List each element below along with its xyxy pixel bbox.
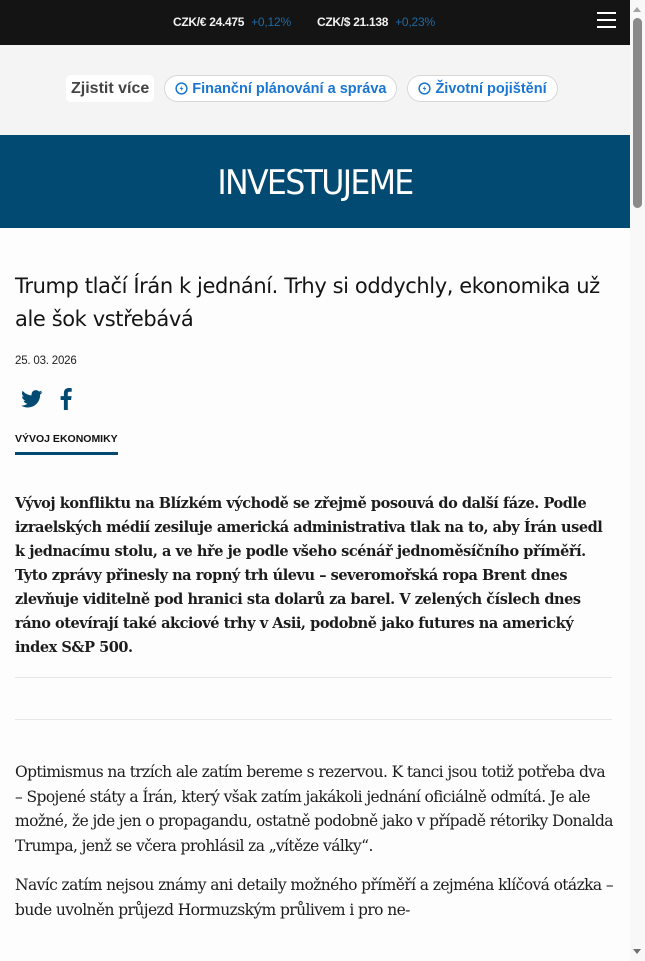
article bbox=[0, 270, 630, 922]
article-date: 25. 03. 2026 bbox=[15, 355, 77, 367]
rate-czk-usd bbox=[317, 14, 435, 30]
promo-label: Zjistit více bbox=[66, 75, 154, 102]
rate-change: +0,23% bbox=[395, 15, 435, 29]
divider bbox=[15, 677, 612, 678]
article-lead: Vývoj konfliktu na Blízkém východě se zřejmě posouvá do další fáze. Podle izraelských médií zesiluje americká administrativa tlak na to, aby Írán usedl k jednacímu stolu, a ve hře je podle všeho scénář jednoměsíčního příměří. Tyto zprávy přinesly na ropný trh úlevu – severomořská ropa Brent dnes zlevňuje viditelně pod hranici sta dolarů za barel. V zelených číslech dnes ráno otevírají také akciové trhy v Asii, podobně jako futures na americký index S&P 500. bbox=[15, 495, 603, 656]
rate-pair: CZK/€ 24.475 bbox=[173, 15, 245, 29]
facebook-icon[interactable] bbox=[60, 388, 72, 410]
brand-banner[interactable] bbox=[0, 135, 630, 228]
category-tag[interactable]: VÝVOJ EKONOMIKY bbox=[15, 433, 118, 455]
promo-links bbox=[66, 75, 558, 102]
article-paragraph: Optimismus na trzích ale zatím bereme s rezervou. K tanci jsou totiž potřeba dva – Spojené státy a Írán, který však zatím jakákoli jednání oficiálně odmítá. Je ale možné, že jde jen o propagandu, ostatně podobně jako v případě rétoriky Donalda Trumpa, jenž se včera prohlásil za „vítěze války“. bbox=[15, 763, 613, 855]
article-paragraph: Navíc zatím nejsou známy ani detaily možného příměří a zejména klíčová otázka – bude uvolněn průjezd Hormuzským průlivem i pro ne- bbox=[15, 876, 614, 919]
twitter-icon[interactable] bbox=[21, 390, 43, 408]
chip-label: Finanční plánování a správa bbox=[192, 80, 387, 97]
chip-label: Životní pojištění bbox=[435, 80, 547, 97]
page-scrollbar[interactable] bbox=[630, 0, 645, 961]
divider bbox=[15, 719, 612, 720]
promo-strip bbox=[0, 45, 630, 135]
rate-czk-eur bbox=[173, 14, 291, 30]
rate-pair: CZK/$ 21.138 bbox=[316, 15, 389, 29]
scroll-up-arrow-icon[interactable] bbox=[633, 7, 641, 12]
chip-life-insurance[interactable] bbox=[407, 75, 557, 102]
share-buttons bbox=[15, 386, 615, 412]
currency-ticker bbox=[173, 14, 435, 30]
hamburger-icon[interactable] bbox=[597, 12, 617, 32]
lightning-circle-icon bbox=[418, 82, 431, 95]
article-headline: Trump tlačí Írán k jednání. Trhy si oddychly, ekonomika už ale šok vstřebává bbox=[15, 274, 600, 331]
scroll-down-arrow-icon[interactable] bbox=[633, 949, 641, 954]
lightning-circle-icon bbox=[175, 82, 188, 95]
chip-financial-planning[interactable] bbox=[164, 75, 397, 102]
site-logo[interactable]: INVESTUJEME bbox=[217, 162, 413, 203]
currency-ticker-bar bbox=[0, 0, 630, 45]
scrollbar-thumb[interactable] bbox=[633, 18, 642, 208]
rate-change: +0,12% bbox=[251, 15, 291, 29]
